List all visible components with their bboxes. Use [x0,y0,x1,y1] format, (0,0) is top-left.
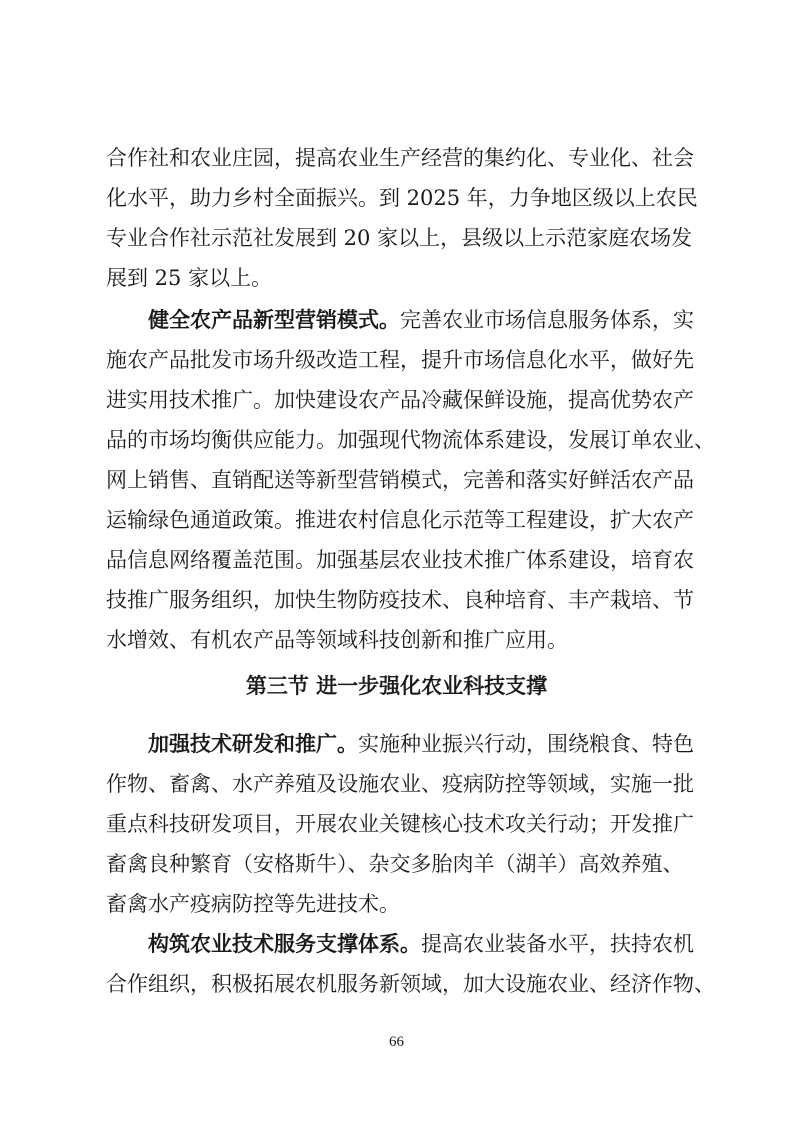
line-text: 实施种业振兴行动，围绕粮食、特色 [358,732,694,756]
paragraph-line [0,582,793,618]
line-text: 品的市场均衡供应能力。加强现代物流体系建设，发展订单农业、 [106,428,715,452]
line-text: 完善农业市场信息服务体系，实 [400,308,694,332]
paragraph-line [0,502,793,538]
line-text: 合作组织，积极拓展农机服务新领域，加大设施农业、经济作物、 [106,972,715,996]
line-text: 展到 25 家以上。 [106,266,273,290]
paragraph-line [0,422,793,458]
paragraph-line [0,180,793,216]
paragraph-lead-heading: 健全农产品新型营销模式。 [148,307,400,332]
line-text: 品信息网络覆盖范围。加强基层农业技术推广体系建设，培育农 [106,548,694,572]
line-text: 合作社和农业庄园，提高农业生产经营的集约化、专业化、社会 [106,146,694,170]
line-text: 水增效、有机农产品等领域科技创新和推广应用。 [106,628,568,652]
paragraph-line [0,140,793,176]
paragraph-line [0,342,793,378]
paragraph-first-line [0,302,793,338]
paragraph-line [0,766,793,802]
line-text: 重点科技研发项目，开展农业关键核心技术攻关行动；开发推广 [106,812,694,836]
paragraph-line [0,542,793,578]
section-heading: 第三节 进一步强化农业科技支撑 [245,674,548,698]
line-text: 专业合作社示范社发展到 20 家以上，县级以上示范家庭农场发 [106,226,693,250]
paragraph-line [0,806,793,842]
page-number: 66 [389,1034,404,1050]
paragraph-line [0,462,793,498]
paragraph-first-line [0,726,793,762]
paragraph-lead-heading: 加强技术研发和推广。 [148,731,358,756]
paragraph-line [0,260,793,296]
line-text: 畜禽水产疫病防控等先进技术。 [106,892,400,916]
line-text: 提高农业装备水平，扶持农机 [421,932,694,956]
paragraph-line [0,622,793,658]
paragraph-line [0,220,793,256]
paragraph-line [0,886,793,922]
paragraph-line [0,966,793,1002]
line-text: 运输绿色通道政策。推进农村信息化示范等工程建设，扩大农产 [106,508,694,532]
paragraph-line [0,382,793,418]
line-text: 作物、畜禽、水产养殖及设施农业、疫病防控等领域，实施一批 [106,772,694,796]
line-text: 化水平，助力乡村全面振兴。到 2025 年，力争地区级以上农民 [106,186,698,210]
paragraph-first-line [0,926,793,962]
line-text: 畜禽良种繁育（安格斯牛）、杂交多胎肉羊（湖羊）高效养殖、 [106,852,684,876]
line-text: 施农产品批发市场升级改造工程，提升市场信息化水平，做好先 [106,348,694,372]
paragraph-line [0,846,793,882]
line-text: 技推广服务组织，加快生物防疫技术、良种培育、丰产栽培、节 [106,588,694,612]
line-text: 进实用技术推广。加快建设农产品冷藏保鲜设施，提高优势农产 [106,388,694,412]
paragraph-lead-heading: 构筑农业技术服务支撑体系。 [148,931,421,956]
line-text: 网上销售、直销配送等新型营销模式，完善和落实好鲜活农产品 [106,468,694,492]
